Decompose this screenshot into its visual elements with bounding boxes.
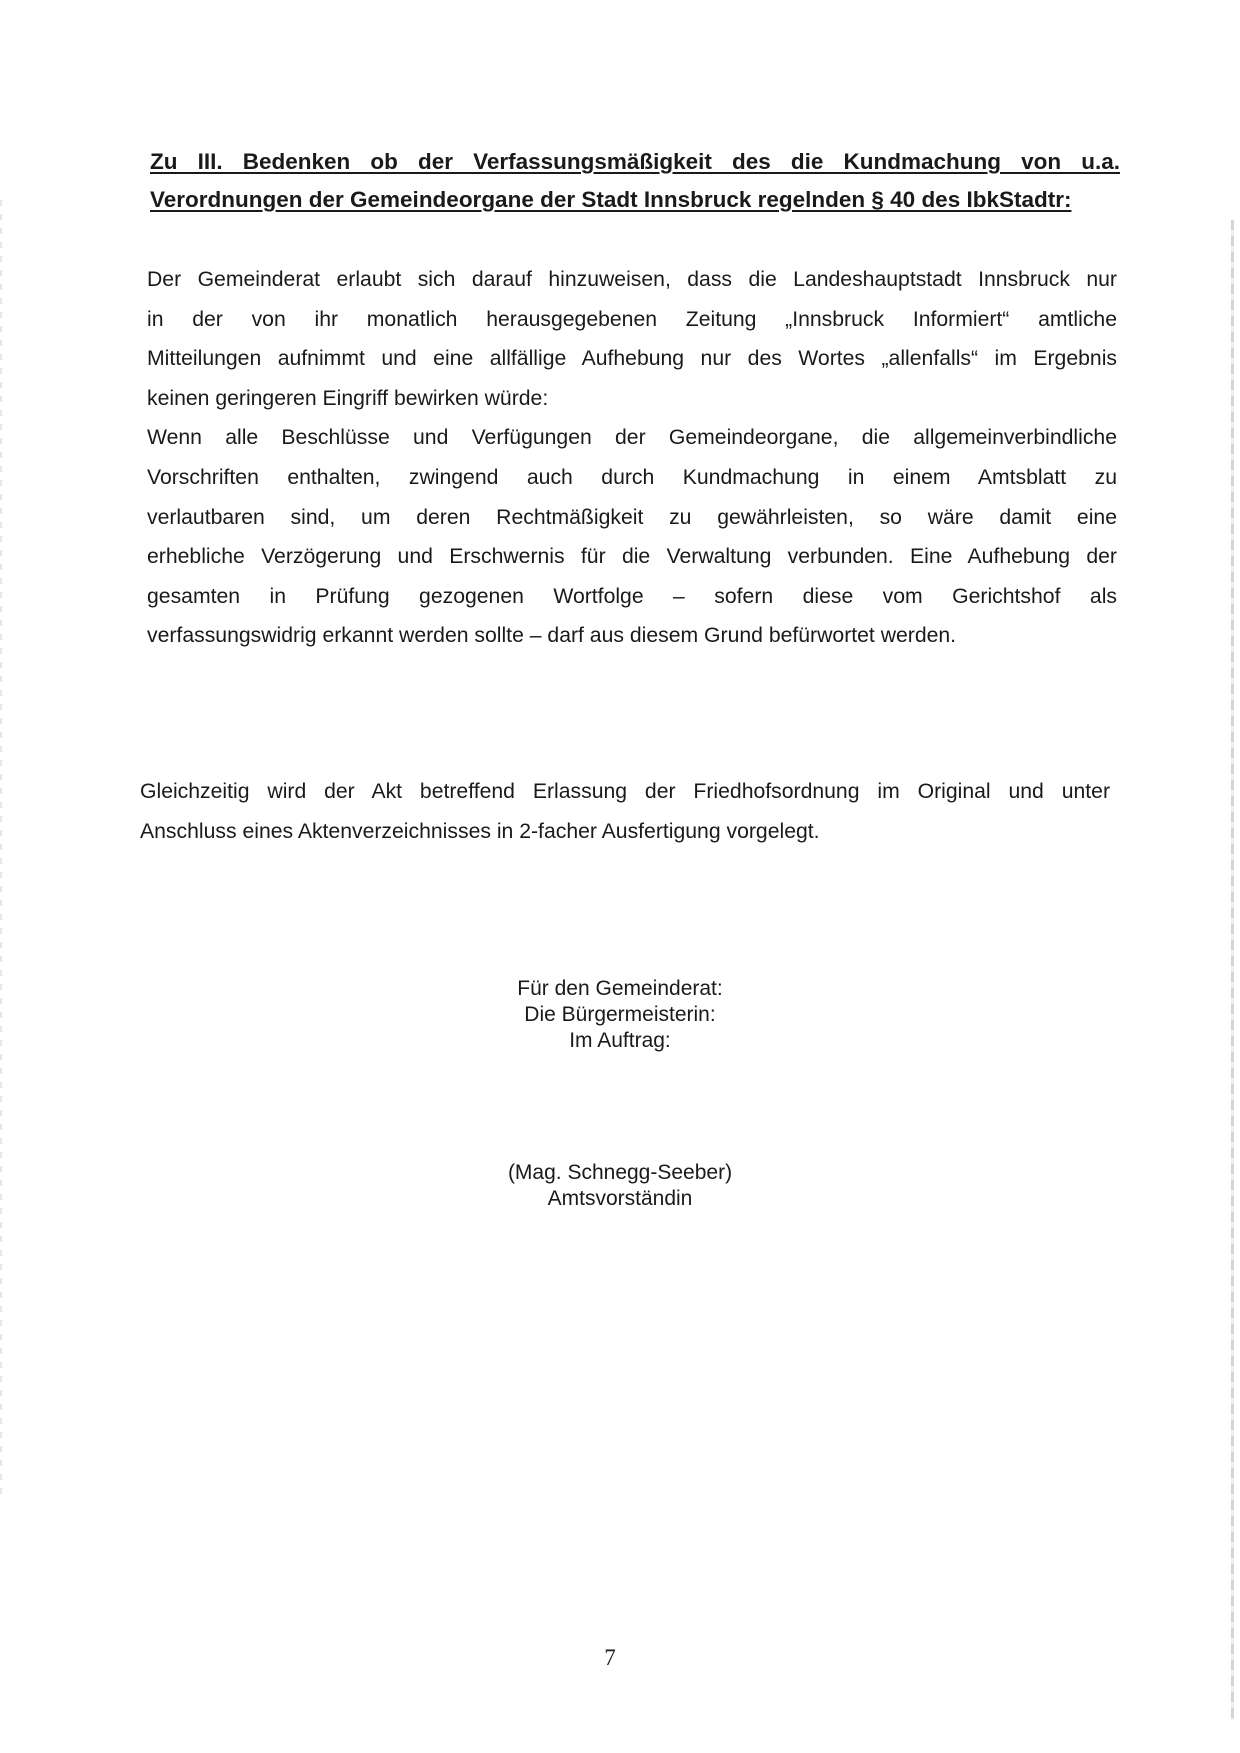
paragraph-line: in der von ihr monatlich herausgegebenen Zeitung „Innsbruck Informiert“ amtliche bbox=[147, 307, 1117, 331]
paragraph-line: verfassungswidrig erkannt werden sollte – darf aus diesem Grund befürwortet werden. bbox=[147, 624, 957, 648]
paragraph-line: Anschluss eines Aktenverzeichnisses in 2-facher Ausfertigung vorgelegt. bbox=[140, 819, 820, 843]
signature-line-on-behalf: Im Auftrag: bbox=[569, 1029, 671, 1052]
paragraph-line: gesamten in Prüfung gezogenen Wortfolge – sofern diese vom Gerichtshof als bbox=[147, 584, 1117, 608]
scan-edge-left bbox=[0, 200, 2, 1500]
section-heading bbox=[150, 143, 1120, 219]
paragraph-argument bbox=[147, 260, 1117, 656]
paragraph-line: verlautbaren sind, um deren Rechtmäßigkeit zu gewährleisten, so wäre damit eine bbox=[147, 505, 1117, 529]
signatory-name: (Mag. Schnegg-Seeber) bbox=[507, 1161, 733, 1184]
heading-line-1: Zu III. Bedenken ob der Verfassungsmäßigkeit des die Kundmachung von u.a. bbox=[150, 149, 1120, 174]
paragraph-line: Mitteilungen aufnimmt und eine allfällige Aufhebung nur des Wortes „allenfalls“ im Ergebnis bbox=[147, 347, 1117, 371]
paragraph-line: Gleichzeitig wird der Akt betreffend Erlassung der Friedhofsordnung im Original und unter bbox=[140, 780, 1110, 803]
scan-edge-right bbox=[1231, 220, 1234, 1720]
paragraph-submission bbox=[140, 772, 1110, 851]
paragraph-line: Vorschriften enthalten, zwingend auch durch Kundmachung in einem Amtsblatt zu bbox=[147, 465, 1117, 489]
paragraph-line: Der Gemeinderat erlaubt sich darauf hinzuweisen, dass die Landeshauptstadt Innsbruck nur bbox=[147, 268, 1117, 291]
signature-header bbox=[460, 976, 780, 1054]
signature-line-mayor: Die Bürgermeisterin: bbox=[524, 1003, 716, 1026]
heading-line-2: Verordnungen der Gemeindeorgane der Stadt Innsbruck regelnden § 40 des IbkStadtr: bbox=[150, 187, 1072, 212]
page-number: 7 bbox=[604, 1645, 616, 1670]
paragraph-line: Wenn alle Beschlüsse und Verfügungen der Gemeindeorgane, die allgemeinverbindliche bbox=[147, 426, 1117, 450]
signatory-title: Amtsvorständin bbox=[547, 1187, 693, 1210]
paragraph-line: keinen geringeren Eingriff bewirken würde: bbox=[147, 386, 549, 410]
signature-line-council: Für den Gemeinderat: bbox=[517, 977, 723, 1000]
paragraph-line: erhebliche Verzögerung und Erschwernis für die Verwaltung verbunden. Eine Aufhebung der bbox=[147, 545, 1117, 569]
signatory bbox=[460, 1160, 780, 1212]
